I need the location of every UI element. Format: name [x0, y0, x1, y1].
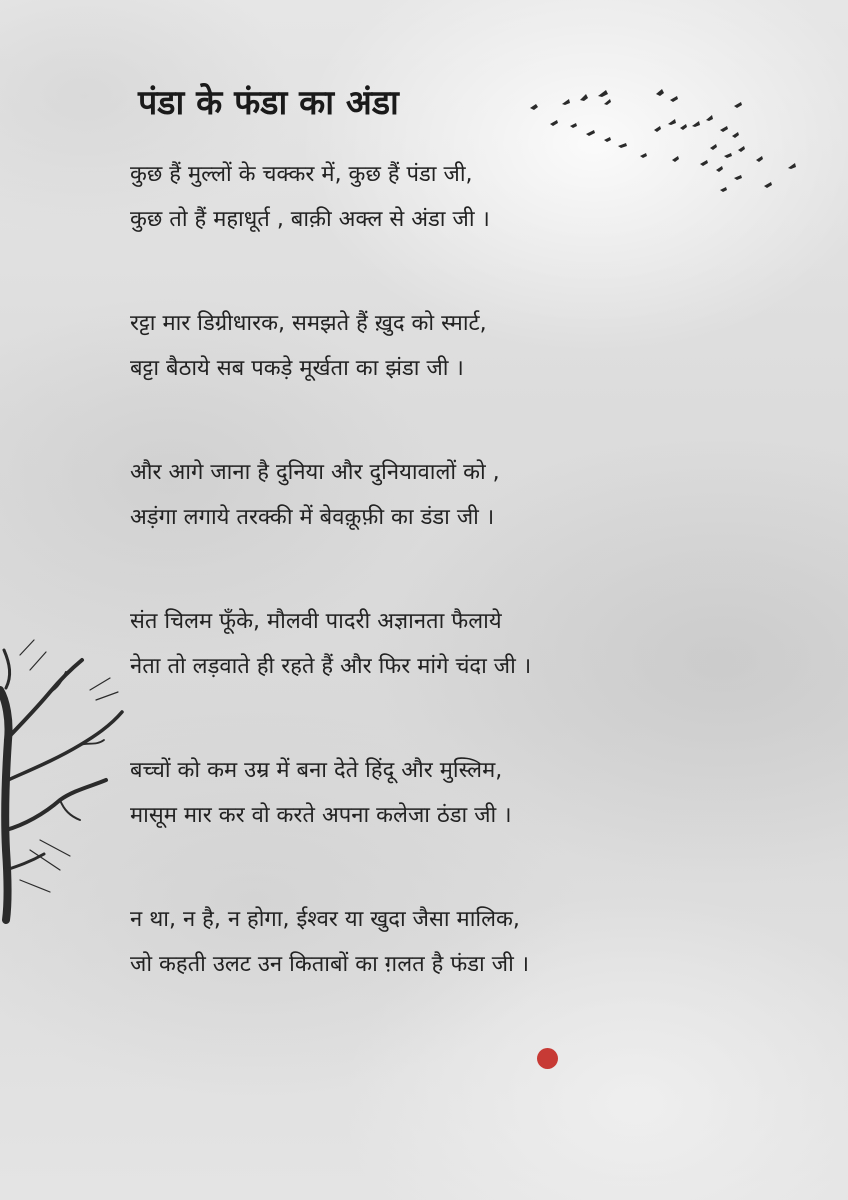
poem-line: कुछ हैं मुल्लों के चक्कर में, कुछ हैं पंडा जी,	[130, 162, 473, 187]
red-dot-ornament	[537, 1048, 558, 1069]
poem-body	[130, 152, 750, 1046]
stanza	[130, 301, 750, 391]
poem-line: बट्टा बैठाये सब पकड़े मूर्खता का झंडा जी ।	[130, 356, 464, 381]
poem-line: मासूम मार कर वो करते अपना कलेजा ठंडा जी ।	[130, 803, 512, 828]
stanza	[130, 152, 750, 242]
poem-line: बच्चों को कम उम्र में बना देते हिंदू और मुस्लिम,	[130, 758, 503, 783]
poem-line: संत चिलम फूँके, मौलवी पादरी अज्ञानता फैलाये	[130, 609, 502, 634]
stanza	[130, 897, 750, 987]
stanza	[130, 450, 750, 540]
poem-line: कुछ तो हैं महाधूर्त , बाक़ी अक्ल से अंडा जी ।	[130, 207, 490, 232]
poem-line: नेता तो लड़वाते ही रहते हैं और फिर मांगे चंदा जी ।	[130, 654, 532, 679]
bare-tree-branch-icon	[0, 630, 130, 930]
stanza	[130, 599, 750, 689]
poem-line: और आगे जाना है दुनिया और दुनियावालों को ,	[130, 460, 500, 485]
poem-line: अड़ंगा लगाये तरक्की में बेवक़ूफ़ी का डंडा जी ।	[130, 505, 495, 530]
poem-title: पंडा के फंडा का अंडा	[138, 83, 399, 123]
poem-line: रट्टा मार डिग्रीधारक, समझते हैं ख़ुद को स्मार्ट,	[130, 311, 487, 336]
poem-line: जो कहती उलट उन किताबों का ग़लत है फंडा जी ।	[130, 952, 530, 977]
poem-line: न था, न है, न होगा, ईश्वर या खुदा जैसा मालिक,	[130, 907, 520, 932]
stanza	[130, 748, 750, 838]
